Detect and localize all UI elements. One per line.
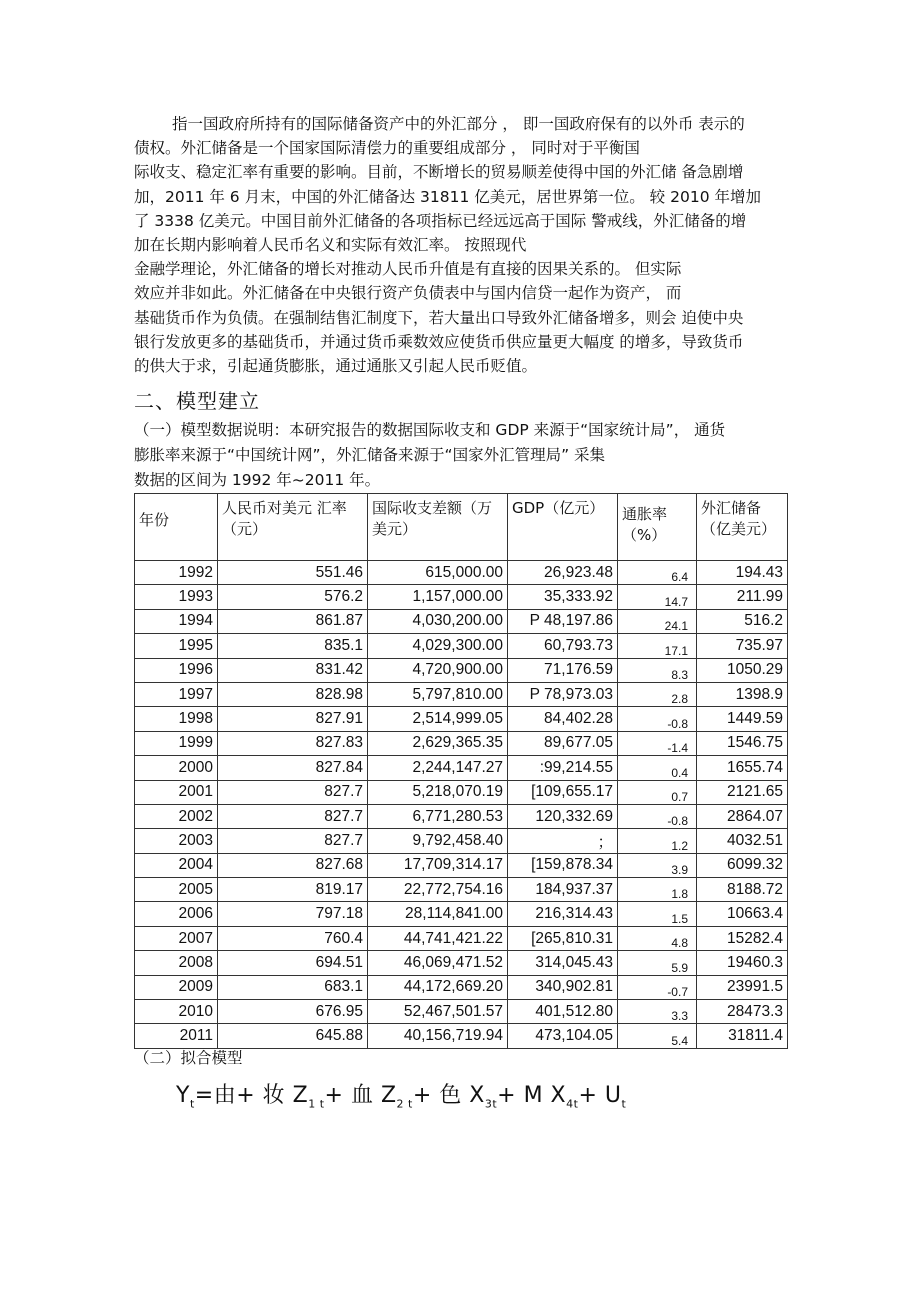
cell-year: 1999 [135, 731, 218, 755]
table-row [135, 902, 788, 926]
table-row [135, 682, 788, 706]
section-heading: 二、模型建立 [134, 389, 260, 413]
table-row [135, 585, 788, 609]
table-header-row [135, 494, 788, 561]
cell-gdp: [265,810.31 [508, 926, 618, 950]
intro-line: 金融学理论，外汇储备的增长对推动人民币升值是有直接的因果关系的。 但实际 [134, 260, 682, 279]
cell-inflation: 2.8 [618, 682, 697, 706]
formula-term: + U [578, 1083, 622, 1108]
cell-fx-reserves: 1449.59 [697, 707, 788, 731]
subsection-label: （二）拟合模型 [134, 1049, 243, 1067]
cell-year: 2001 [135, 780, 218, 804]
cell-year: 2007 [135, 926, 218, 950]
cell-balance-of-payments: 46,069,471.52 [368, 951, 508, 975]
intro-line: 银行发放更多的基础货币，并通过货币乘数效应使货币供应量更大幅度 的增多，导致货币 [134, 332, 744, 351]
table-row [135, 561, 788, 585]
formula-sub: t [189, 1097, 195, 1111]
cell-exchange-rate: 683.1 [218, 975, 368, 999]
header-fx-reserves: 外汇储备（亿美元） [697, 494, 788, 561]
cell-inflation: -0.8 [618, 707, 697, 731]
cell-balance-of-payments: 40,156,719.94 [368, 1024, 508, 1048]
intro-line: 了 3338 亿美元。中国目前外汇储备的各项指标已经远远高于国际 警戒线，外汇储备的增 [134, 211, 747, 230]
cell-balance-of-payments: 5,218,070.19 [368, 780, 508, 804]
cell-inflation: 3.3 [618, 1000, 697, 1024]
cell-year: 2006 [135, 902, 218, 926]
cell-balance-of-payments: 44,172,669.20 [368, 975, 508, 999]
cell-year: 1992 [135, 561, 218, 585]
table-row [135, 780, 788, 804]
header-balance-of-payments: 国际收支差额（万美元） [368, 494, 508, 561]
table-row [135, 829, 788, 853]
cell-exchange-rate: 576.2 [218, 585, 368, 609]
cell-year: 2002 [135, 804, 218, 828]
cell-fx-reserves: 516.2 [697, 609, 788, 633]
cell-exchange-rate: 760.4 [218, 926, 368, 950]
cell-fx-reserves: 211.99 [697, 585, 788, 609]
cell-year: 1998 [135, 707, 218, 731]
formula-sub: 4t [566, 1097, 579, 1111]
cell-exchange-rate: 827.7 [218, 829, 368, 853]
cell-exchange-rate: 827.91 [218, 707, 368, 731]
cell-gdp: 60,793.73 [508, 634, 618, 658]
cell-fx-reserves: 19460.3 [697, 951, 788, 975]
cell-inflation: -0.7 [618, 975, 697, 999]
cell-balance-of-payments: 2,514,999.05 [368, 707, 508, 731]
cell-fx-reserves: 23991.5 [697, 975, 788, 999]
table-row [135, 926, 788, 950]
cell-fx-reserves: 1546.75 [697, 731, 788, 755]
cell-year: 2010 [135, 1000, 218, 1024]
intro-line: 债权。外汇储备是一个国家国际清偿力的重要组成部分 ， 同时对于平衡国 [134, 139, 640, 158]
cell-fx-reserves: 735.97 [697, 634, 788, 658]
cell-year: 2005 [135, 878, 218, 902]
table-row [135, 878, 788, 902]
cell-balance-of-payments: 5,797,810.00 [368, 682, 508, 706]
cell-exchange-rate: 676.95 [218, 1000, 368, 1024]
cell-year: 2000 [135, 756, 218, 780]
data-description [134, 418, 784, 493]
cell-gdp: 473,104.05 [508, 1024, 618, 1048]
cell-gdp: 26,923.48 [508, 561, 618, 585]
intro-line: 加在长期内影响着人民币名义和实际有效汇率。 按照现代 [134, 236, 527, 255]
formula-sub: t [621, 1097, 627, 1111]
cell-gdp: 340,902.81 [508, 975, 618, 999]
cell-year: 2009 [135, 975, 218, 999]
cell-balance-of-payments: 4,720,900.00 [368, 658, 508, 682]
table-row [135, 951, 788, 975]
cell-gdp: P 48,197.86 [508, 609, 618, 633]
cell-gdp: [159,878.34 [508, 853, 618, 877]
cell-exchange-rate: 827.7 [218, 804, 368, 828]
cell-balance-of-payments: 28,114,841.00 [368, 902, 508, 926]
cell-exchange-rate: 827.7 [218, 780, 368, 804]
cell-balance-of-payments: 17,709,314.17 [368, 853, 508, 877]
cell-fx-reserves: 28473.3 [697, 1000, 788, 1024]
cell-exchange-rate: 797.18 [218, 902, 368, 926]
cell-balance-of-payments: 9,792,458.40 [368, 829, 508, 853]
cell-fx-reserves: 2121.65 [697, 780, 788, 804]
table-row [135, 731, 788, 755]
formula-term: + 血 Z [324, 1083, 397, 1108]
table-row [135, 609, 788, 633]
table-row [135, 634, 788, 658]
cell-gdp: 314,045.43 [508, 951, 618, 975]
cell-year: 2004 [135, 853, 218, 877]
cell-balance-of-payments: 2,629,365.35 [368, 731, 508, 755]
header-inflation: 通胀率（%） [618, 494, 697, 561]
cell-balance-of-payments: 44,741,421.22 [368, 926, 508, 950]
cell-gdp: 71,176.59 [508, 658, 618, 682]
formula-sub: 3t [484, 1097, 498, 1111]
cell-exchange-rate: 645.88 [218, 1024, 368, 1048]
cell-inflation: 6.4 [618, 561, 697, 585]
cell-gdp: 89,677.05 [508, 731, 618, 755]
cell-exchange-rate: 828.98 [218, 682, 368, 706]
cell-balance-of-payments: 1,157,000.00 [368, 585, 508, 609]
cell-exchange-rate: 861.87 [218, 609, 368, 633]
cell-gdp: 35,333.92 [508, 585, 618, 609]
table-row [135, 658, 788, 682]
cell-exchange-rate: 694.51 [218, 951, 368, 975]
table-row [135, 804, 788, 828]
intro-line: 的供大于求，引起通货膨胀，通过通胀又引起人民币贬值。 [134, 357, 538, 376]
cell-exchange-rate: 819.17 [218, 878, 368, 902]
cell-exchange-rate: 827.68 [218, 853, 368, 877]
cell-gdp: 216,314.43 [508, 902, 618, 926]
cell-gdp: 84,402.28 [508, 707, 618, 731]
intro-line: 加，2011 年 6 月末，中国的外汇储备达 31811 亿美元，居世界第一位。 较 2010 年增加 [134, 187, 761, 206]
cell-balance-of-payments: 4,029,300.00 [368, 634, 508, 658]
formula-term: =由+ 妆 Z [194, 1083, 309, 1108]
cell-exchange-rate: 827.83 [218, 731, 368, 755]
table-row [135, 707, 788, 731]
header-exchange-rate: 人民币对美元 汇率（元） [218, 494, 368, 561]
intro-line: 指一国政府所持有的国际储备资产中的外汇部分 ， 即一国政府保有的以外币 表示的 [172, 115, 745, 133]
intro-paragraph [134, 112, 782, 378]
cell-fx-reserves: 1050.29 [697, 658, 788, 682]
cell-gdp: :99,214.55 [508, 756, 618, 780]
cell-year: 1994 [135, 609, 218, 633]
cell-fx-reserves: 4032.51 [697, 829, 788, 853]
desc-line: 数据的区间为 1992 年~2011 年。 [134, 471, 381, 489]
cell-fx-reserves: 31811.4 [697, 1024, 788, 1048]
cell-year: 1996 [135, 658, 218, 682]
formula-sub: 2 t [396, 1097, 413, 1111]
cell-inflation: -0.8 [618, 804, 697, 828]
cell-gdp: [109,655.17 [508, 780, 618, 804]
cell-balance-of-payments: 22,772,754.16 [368, 878, 508, 902]
cell-balance-of-payments: 6,771,280.53 [368, 804, 508, 828]
cell-inflation: 0.4 [618, 756, 697, 780]
formula-term: + M X [497, 1083, 567, 1108]
table-row [135, 853, 788, 877]
table-row [135, 756, 788, 780]
header-gdp: GDP（亿元） [508, 494, 618, 561]
cell-exchange-rate: 827.84 [218, 756, 368, 780]
cell-inflation: 14.7 [618, 585, 697, 609]
cell-fx-reserves: 15282.4 [697, 926, 788, 950]
formula-term: + 色 X [412, 1083, 485, 1108]
cell-inflation: -1.4 [618, 731, 697, 755]
cell-fx-reserves: 2864.07 [697, 804, 788, 828]
cell-balance-of-payments: 4,030,200.00 [368, 609, 508, 633]
table-row [135, 975, 788, 999]
cell-balance-of-payments: 615,000.00 [368, 561, 508, 585]
cell-inflation: 1.2 [618, 829, 697, 853]
cell-inflation: 1.8 [618, 878, 697, 902]
cell-fx-reserves: 194.43 [697, 561, 788, 585]
cell-gdp: P 78,973.03 [508, 682, 618, 706]
intro-line: 基础货币作为负债。在强制结售汇制度下，若大量出口导致外汇储备增多，则会 迫使中央 [134, 308, 744, 327]
cell-fx-reserves: 10663.4 [697, 902, 788, 926]
cell-year: 2003 [135, 829, 218, 853]
cell-gdp: 120,332.69 [508, 804, 618, 828]
cell-inflation: 17.1 [618, 634, 697, 658]
cell-year: 2011 [135, 1024, 218, 1048]
cell-year: 2008 [135, 951, 218, 975]
cell-year: 1995 [135, 634, 218, 658]
table-row [135, 1024, 788, 1048]
cell-fx-reserves: 8188.72 [697, 878, 788, 902]
data-table [134, 493, 788, 1049]
cell-exchange-rate: 835.1 [218, 634, 368, 658]
intro-line: 效应并非如此。外汇储备在中央银行资产负债表中与国内信贷一起作为资产， 而 [134, 284, 682, 303]
table-body [135, 561, 788, 1049]
cell-fx-reserves: 1398.9 [697, 682, 788, 706]
cell-year: 1993 [135, 585, 218, 609]
cell-inflation: 5.9 [618, 951, 697, 975]
cell-inflation: 5.4 [618, 1024, 697, 1048]
intro-line: 际收支、稳定汇率有重要的影响。目前，不断增长的贸易顺差使得中国的外汇储 备急剧增 [134, 163, 744, 182]
cell-inflation: 1.5 [618, 902, 697, 926]
cell-balance-of-payments: 52,467,501.57 [368, 1000, 508, 1024]
cell-inflation: 24.1 [618, 609, 697, 633]
formula-y: Y [176, 1083, 190, 1108]
cell-inflation: 3.9 [618, 853, 697, 877]
cell-year: 1997 [135, 682, 218, 706]
cell-fx-reserves: 6099.32 [697, 853, 788, 877]
table-row [135, 1000, 788, 1024]
cell-exchange-rate: 551.46 [218, 561, 368, 585]
model-formula [176, 1078, 626, 1110]
desc-line: 膨胀率来源于“中国统计网”，外汇储备来源于“国家外汇管理局” 采集 [134, 446, 606, 464]
cell-gdp: 184,937.37 [508, 878, 618, 902]
cell-inflation: 8.3 [618, 658, 697, 682]
cell-balance-of-payments: 2,244,147.27 [368, 756, 508, 780]
cell-inflation: 4.8 [618, 926, 697, 950]
desc-line: （一）模型数据说明：本研究报告的数据国际收支和 GDP 来源于“国家统计局”， 通货 [134, 421, 726, 439]
cell-gdp: ； [508, 829, 618, 853]
cell-exchange-rate: 831.42 [218, 658, 368, 682]
formula-sub: 1 t [308, 1097, 325, 1111]
cell-fx-reserves: 1655.74 [697, 756, 788, 780]
cell-gdp: 401,512.80 [508, 1000, 618, 1024]
header-year: 年份 [135, 494, 218, 561]
cell-inflation: 0.7 [618, 780, 697, 804]
